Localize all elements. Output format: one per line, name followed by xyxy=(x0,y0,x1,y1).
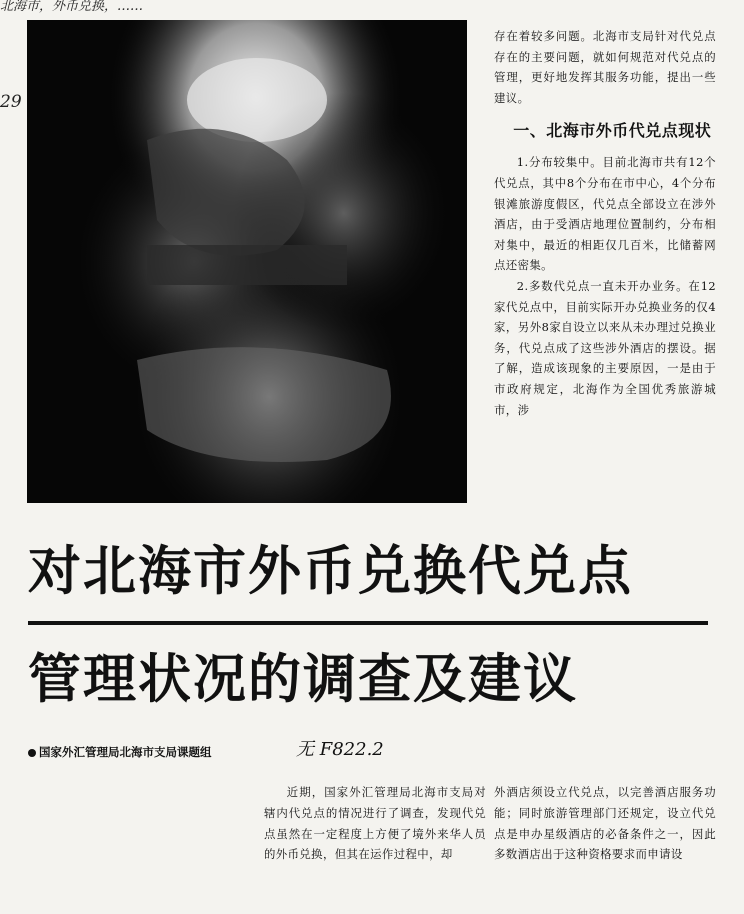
body-right-paragraph: 外酒店须设立代兑点，以完善酒店服务功能；同时旅游管理部门还规定，设立代兑点是申办星级酒店的必备条件之一，因此多数酒店出于这种资格要求而申请设 xyxy=(494,785,716,862)
title-divider xyxy=(28,621,708,625)
article-photo xyxy=(27,20,467,503)
byline xyxy=(28,742,212,762)
handwritten-scribble: 北海市，外币兑换，…… xyxy=(0,0,144,14)
intro-paragraph: 存在着较多问题。北海市支局针对代兑点存在的主要问题，就如何规范对代兑点的管理，更好地发挥其服务功能，提出一些建议。 xyxy=(494,29,716,105)
paragraph-distribution: 1.分布较集中。目前北海市共有12个代兑点，其中8个分布在市中心，4个分布银滩旅游度假区，代兑点全部设立在涉外酒店，由于受酒店地理位置制约，分布相对集中，最近的相距仅几百米，比储蓄网点还密集。 xyxy=(494,155,716,273)
handwritten-note: 无 F822.2 xyxy=(296,739,384,760)
photo-image xyxy=(27,20,467,503)
byline-text: 国家外汇管理局北海市支局课题组 xyxy=(39,745,212,759)
article-top-column xyxy=(494,26,716,420)
article-title-line-1: 对北海市外币兑换代兑点 xyxy=(28,541,633,602)
article-title-line-2: 管理状况的调查及建议 xyxy=(28,649,578,710)
margin-page-mark: 29 xyxy=(0,92,22,112)
bullet-icon xyxy=(28,749,36,757)
body-left-paragraph: 近期，国家外汇管理局北海市支局对辖内代兑点的情况进行了调查，发现代兑点虽然在一定程度上方便了境外来华人员的外币兑换，但其在运作过程中，却 xyxy=(264,785,486,862)
section-heading: 一、北海市外币代兑点现状 xyxy=(513,121,712,141)
body-column-right xyxy=(494,782,716,865)
paragraph-inactive-points: 2.多数代兑点一直未开办业务。在12家代兑点中，目前实际开办兑换业务的仅4家，另外8家自设立以来从未办理过兑换业务，代兑点成了这些涉外酒店的摆设。据了解，造成该现象的主要原因，一是由于市政府规定，北海作为全国优秀旅游城市，涉 xyxy=(494,278,716,417)
body-column-left xyxy=(264,782,486,865)
